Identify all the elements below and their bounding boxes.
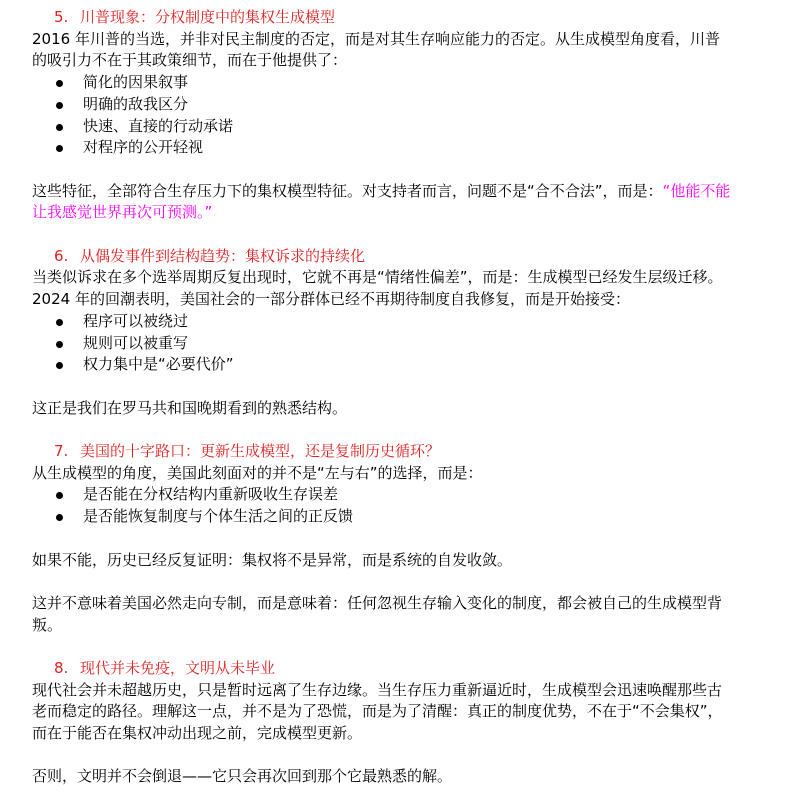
highlighted-quote: “他能不能 [662, 181, 731, 200]
list-item: 明确的敌我区分 [32, 94, 775, 116]
section-7-heading [32, 441, 775, 463]
section-7-para1: 从生成模型的角度，美国此刻面对的并不是“左与右”的选择，而是： [32, 463, 483, 482]
section-8-para1-line1: 现代社会并未超越历史，只是暂时远离了生存边缘。当生存压力重新逼近时，生成模型会迅速唤醒那些古 [32, 680, 723, 699]
bullet-dot-icon [56, 145, 63, 152]
section-5-title: 川普现象：分权制度中的集权生成模型 [80, 8, 336, 26]
bullet-dot-icon [56, 319, 63, 326]
bullet-dot-icon [56, 102, 63, 109]
list-item: 快速、直接的行动承诺 [32, 116, 775, 138]
bullet-dot-icon [56, 124, 63, 131]
section-5-para2-line1: 这些特征，全部符合生存压力下的集权模型特征。对支持者而言，问题不是“合不合法”，而是：“他能不能 [32, 181, 731, 200]
section-6-title: 从偶发事件到结构趋势：集权诉求的持续化 [80, 246, 366, 265]
section-6-heading [32, 246, 775, 268]
section-8-para1-line3: 而在于能否在集权冲动出现之前，完成模型更新。 [32, 724, 363, 743]
spacer [32, 528, 775, 550]
section-5-para1-line1: 2016 年川普的当选，并非对民主制度的否定，而是对其生存响应能力的否定。从生成模型角度看，川普 [32, 29, 720, 48]
bullet-dot-icon [56, 492, 63, 499]
list-item: 是否能恢复制度与个体生活之间的正反馈 [32, 506, 775, 528]
section-5-heading [32, 7, 775, 29]
section-5-para1-line2: 的吸引力不在于其政策细节，而在于他提供了： [32, 51, 348, 70]
list-item: 是否能在分权结构内重新吸收生存误差 [32, 484, 775, 506]
spacer [32, 224, 775, 246]
spacer [32, 376, 775, 398]
spacer [32, 419, 775, 441]
bullet-dot-icon [56, 514, 63, 521]
spacer [32, 636, 775, 658]
bullet-dot-icon [56, 80, 63, 87]
list-item: 简化的因果叙事 [32, 72, 775, 94]
section-5-para2-line2: 让我感觉世界再次可预测。” [32, 203, 213, 222]
list-item: 权力集中是“必要代价” [32, 354, 775, 376]
spacer [32, 571, 775, 593]
section-6-para1-line2: 2024 年的回潮表明，美国社会的一部分群体已经不再期待制度自我修复，而是开始接受： [32, 290, 630, 309]
spacer [32, 745, 775, 767]
list-item: 程序可以被绕过 [32, 311, 775, 333]
section-7-para2: 如果不能，历史已经反复证明：集权将不是异常，而是系统的自发收敛。 [32, 550, 513, 569]
section-8-title: 现代并未免疫，文明从未毕业 [80, 658, 276, 677]
bullet-dot-icon [56, 341, 63, 348]
section-6-para1-line1: 当类似诉求在多个选举周期反复出现时，它就不再是“情绪性偏差”，而是：生成模型已经发生层级迁移。 [32, 268, 723, 287]
section-8-para1-line2: 老而稳定的路径。理解这一点，并不是为了恐慌，而是为了清醒：真正的制度优势，不在于“不会集权”， [32, 702, 723, 721]
list-item: 对程序的公开轻视 [32, 137, 775, 159]
list-item: 规则可以被重写 [32, 333, 775, 355]
section-8-number: 8. [54, 658, 69, 677]
bullet-dot-icon [56, 362, 63, 369]
section-6-number: 6. [54, 246, 69, 265]
section-5-number: 5. [54, 8, 69, 26]
section-8-heading [32, 658, 775, 680]
section-6-para2: 这正是我们在罗马共和国晚期看到的熟悉结构。 [32, 398, 348, 417]
section-7-title: 美国的十字路口：更新生成模型，还是复制历史循环？ [80, 442, 441, 460]
spacer [32, 159, 775, 181]
section-8-para2: 否则，文明并不会倒退——它只会再次回到那个它最熟悉的解。 [32, 767, 453, 786]
section-7-para3-line1: 这并不意味着美国必然走向专制，而是意味着：任何忽视生存输入变化的制度，都会被自己的生成模型背 [32, 593, 723, 612]
section-7-number: 7. [54, 442, 69, 460]
section-7-para3-line2: 叛。 [32, 615, 63, 634]
